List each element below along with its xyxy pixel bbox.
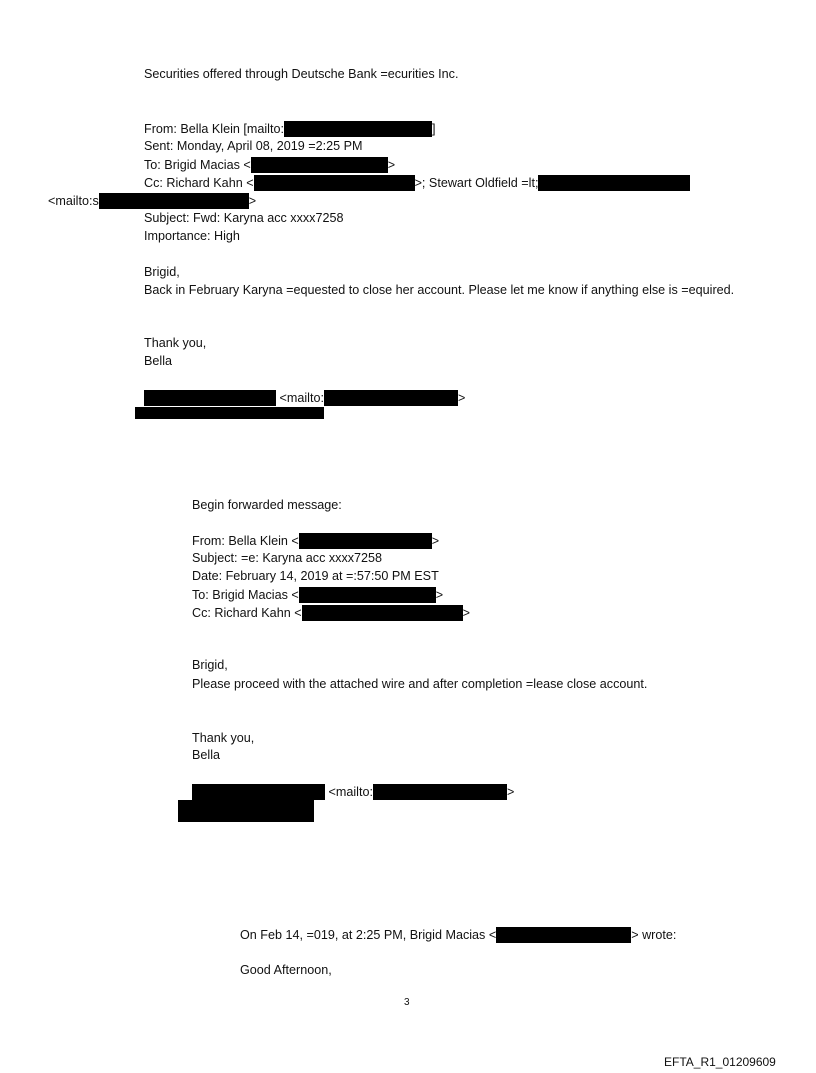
redaction-block xyxy=(299,533,432,549)
fwd-from-label: From: Bella Klein < xyxy=(192,534,299,548)
redaction-block xyxy=(324,390,458,406)
fwd-sig-close: > xyxy=(506,785,515,799)
email-from-line xyxy=(144,121,435,136)
cc-label: Cc: Richard Kahn < xyxy=(144,176,254,190)
email-sent-line: Sent: Monday, April 08, 2019 =2:25 PM xyxy=(144,139,363,153)
quoted-intro-line xyxy=(240,927,676,942)
fwd-cc-label: Cc: Richard Kahn < xyxy=(192,606,302,620)
quoted-intro-suffix: > wrote: xyxy=(631,928,677,942)
redaction-block xyxy=(192,784,325,800)
fwd-thanks: Thank you, xyxy=(192,731,255,745)
email-subject-line: Subject: Fwd: Karyna acc xxxx7258 xyxy=(144,211,344,225)
email-thanks: Thank you, xyxy=(144,336,207,350)
fwd-cc-suffix: > xyxy=(462,606,470,620)
cc-mailto: <mailto:s xyxy=(48,194,99,208)
sig-mailto: <mailto: xyxy=(276,391,324,405)
redaction-block xyxy=(302,605,463,621)
redaction-block xyxy=(135,407,324,419)
cc-cont-suffix: > xyxy=(248,194,257,208)
forwarded-intro: Begin forwarded message: xyxy=(192,498,342,512)
fwd-signature-contact-line xyxy=(192,784,514,799)
header-note: Securities offered through Deutsche Bank =ecurities Inc. xyxy=(144,67,459,81)
signature-contact-line xyxy=(144,390,465,405)
to-label: To: Brigid Macias < xyxy=(144,158,251,172)
fwd-from-suffix: > xyxy=(431,534,440,548)
redaction-block xyxy=(254,175,415,191)
fwd-to-suffix: > xyxy=(435,588,444,602)
fwd-from-line xyxy=(192,533,439,548)
redaction-block xyxy=(496,927,631,943)
redaction-block xyxy=(299,587,436,603)
redaction-block xyxy=(373,784,507,800)
fwd-signature: Bella xyxy=(192,748,221,762)
fwd-to-label: To: Brigid Macias < xyxy=(192,588,299,602)
redaction-block xyxy=(538,175,690,191)
quoted-intro-prefix: On Feb 14, =019, at 2:25 PM, Brigid Macias < xyxy=(240,928,497,942)
from-suffix: ] xyxy=(431,122,436,136)
email-to-line xyxy=(144,157,395,172)
email-cc-continuation xyxy=(48,193,256,208)
redaction-block xyxy=(251,157,388,173)
redaction-block xyxy=(99,193,249,209)
quoted-greeting: Good Afternoon, xyxy=(240,963,332,977)
to-suffix: > xyxy=(387,158,396,172)
sig-close: > xyxy=(457,391,466,405)
document-id-footer: EFTA_R1_01209609 xyxy=(664,1055,776,1069)
fwd-to-line xyxy=(192,587,443,602)
fwd-date-line: Date: February 14, 2019 at =:57:50 PM EST xyxy=(192,569,439,583)
redaction-block xyxy=(178,800,314,822)
email-body: Back in February Karyna =equested to close her account. Please let me know if anything else is =equired. xyxy=(144,283,735,297)
email-importance-line: Importance: High xyxy=(144,229,240,243)
email-greeting: Brigid, xyxy=(144,265,180,279)
email-signature: Bella xyxy=(144,354,173,368)
fwd-body: Please proceed with the attached wire and after completion =lease close account. xyxy=(192,677,648,691)
fwd-sig-mailto: <mailto: xyxy=(325,785,373,799)
page-number: 3 xyxy=(404,997,410,1008)
from-label: From: Bella Klein [mailto: xyxy=(144,122,284,136)
fwd-subject-line: Subject: =e: Karyna acc xxxx7258 xyxy=(192,551,383,565)
fwd-greeting: Brigid, xyxy=(192,658,228,672)
fwd-cc-line xyxy=(192,605,470,620)
email-cc-line xyxy=(144,175,690,190)
cc-mid: >; Stewart Oldfield =lt; xyxy=(414,176,539,190)
redaction-block xyxy=(284,121,432,137)
redaction-block xyxy=(144,390,276,406)
